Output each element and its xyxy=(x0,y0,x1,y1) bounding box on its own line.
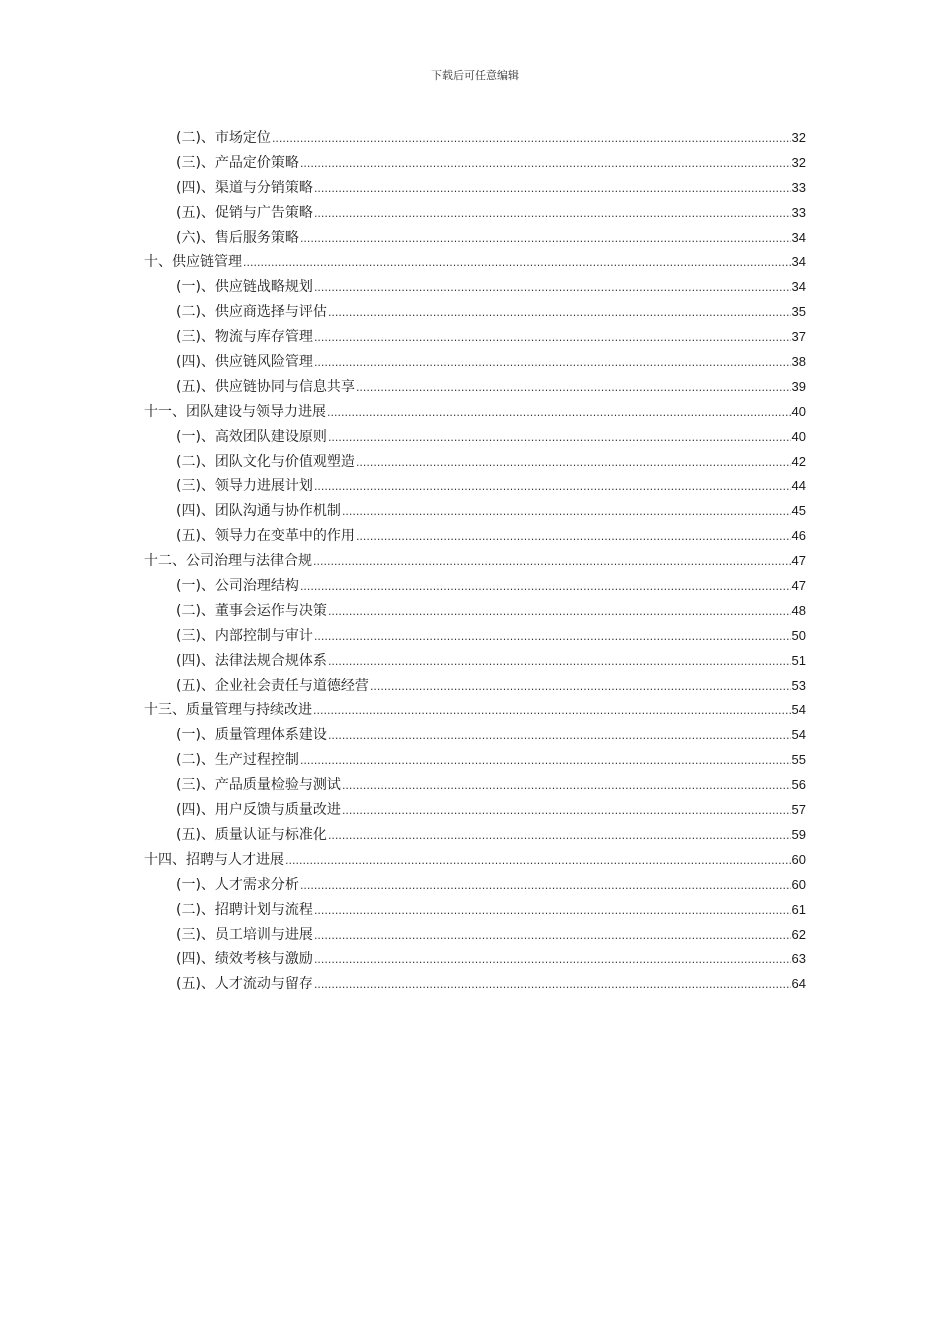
toc-chapter-entry[interactable] xyxy=(144,250,806,275)
toc-section-entry[interactable] xyxy=(144,474,806,499)
toc-entry-label: (五)、企业社会责任与道德经营 xyxy=(176,677,369,694)
toc-leader-dots xyxy=(272,127,791,152)
toc-chapter-entry[interactable] xyxy=(144,848,806,873)
toc-section-entry[interactable] xyxy=(144,275,806,300)
toc-entry-label: 十二、公司治理与法律合规 xyxy=(144,553,312,570)
toc-entry-label: (三)、领导力进展计划 xyxy=(176,478,313,495)
toc-entry-label: (一)、供应链战略规划 xyxy=(176,279,313,296)
toc-page-number: 62 xyxy=(791,926,806,942)
toc-section-entry[interactable] xyxy=(144,599,806,624)
toc-entry-label: (二)、团队文化与价值观塑造 xyxy=(176,453,355,470)
toc-page-number: 47 xyxy=(791,578,806,594)
toc-entry-label: (四)、渠道与分销策略 xyxy=(176,179,313,196)
toc-leader-dots xyxy=(314,948,791,973)
toc-leader-dots xyxy=(314,899,791,924)
toc-entry-label: (四)、团队沟通与协作机制 xyxy=(176,503,341,520)
toc-leader-dots xyxy=(300,152,791,177)
toc-leader-dots xyxy=(328,724,791,749)
toc-leader-dots xyxy=(342,774,791,799)
toc-page-number: 61 xyxy=(791,901,806,917)
toc-entry-label: 十四、招聘与人才进展 xyxy=(144,851,284,868)
toc-leader-dots xyxy=(313,550,791,575)
toc-entry-label: (一)、人才需求分析 xyxy=(176,876,299,893)
toc-leader-dots xyxy=(370,675,791,700)
toc-entry-label: (一)、质量管理体系建设 xyxy=(176,727,327,744)
toc-entry-label: (二)、招聘计划与流程 xyxy=(176,901,313,918)
toc-entry-label: 十一、团队建设与领导力进展 xyxy=(144,403,326,420)
toc-section-entry[interactable] xyxy=(144,723,806,748)
toc-section-entry[interactable] xyxy=(144,176,806,201)
toc-leader-dots xyxy=(342,799,791,824)
toc-page-number: 42 xyxy=(791,453,806,469)
toc-section-entry[interactable] xyxy=(144,201,806,226)
toc-section-entry[interactable] xyxy=(144,151,806,176)
toc-page-number: 35 xyxy=(791,304,806,320)
toc-section-entry[interactable] xyxy=(144,773,806,798)
toc-leader-dots xyxy=(328,301,791,326)
toc-entry-label: (一)、高效团队建设原则 xyxy=(176,428,327,445)
toc-entry-label: (三)、产品质量检验与测试 xyxy=(176,777,341,794)
toc-entry-label: (二)、供应商选择与评估 xyxy=(176,304,327,321)
toc-page-number: 54 xyxy=(791,702,806,718)
toc-section-entry[interactable] xyxy=(144,375,806,400)
toc-entry-label: (一)、公司治理结构 xyxy=(176,578,299,595)
page-header: 下载后可任意编辑 xyxy=(431,69,519,82)
toc-page-number: 59 xyxy=(791,826,806,842)
toc-entry-label: (五)、领导力在变革中的作用 xyxy=(176,528,355,545)
toc-section-entry[interactable] xyxy=(144,674,806,699)
toc-leader-dots xyxy=(327,401,791,426)
toc-section-entry[interactable] xyxy=(144,425,806,450)
toc-section-entry[interactable] xyxy=(144,574,806,599)
toc-page-number: 60 xyxy=(791,876,806,892)
toc-leader-dots xyxy=(285,849,791,874)
toc-entry-label: (二)、生产过程控制 xyxy=(176,752,299,769)
toc-leader-dots xyxy=(314,177,791,202)
toc-page-number: 34 xyxy=(791,279,806,295)
toc-page-number: 63 xyxy=(791,951,806,967)
toc-entry-label: 十三、质量管理与持续改进 xyxy=(144,702,312,719)
toc-page-number: 56 xyxy=(791,777,806,793)
toc-leader-dots xyxy=(328,650,791,675)
toc-leader-dots xyxy=(314,351,791,376)
toc-page-number: 34 xyxy=(791,254,806,270)
toc-section-entry[interactable] xyxy=(144,226,806,251)
toc-section-entry[interactable] xyxy=(144,748,806,773)
toc-entry-label: (三)、物流与库存管理 xyxy=(176,329,313,346)
toc-leader-dots xyxy=(313,699,791,724)
toc-section-entry[interactable] xyxy=(144,649,806,674)
toc-page-number: 45 xyxy=(791,503,806,519)
toc-leader-dots xyxy=(356,525,791,550)
toc-page-number: 54 xyxy=(791,727,806,743)
toc-entry-label: (三)、内部控制与审计 xyxy=(176,627,313,644)
toc-leader-dots xyxy=(314,326,791,351)
toc-leader-dots xyxy=(356,451,791,476)
toc-entry-label: (五)、人才流动与留存 xyxy=(176,976,313,993)
toc-section-entry[interactable] xyxy=(144,450,806,475)
toc-section-entry[interactable] xyxy=(144,972,806,997)
toc-page-number: 40 xyxy=(791,428,806,444)
toc-leader-dots xyxy=(328,600,791,625)
toc-leader-dots xyxy=(356,376,791,401)
toc-entry-label: (二)、董事会运作与决策 xyxy=(176,602,327,619)
toc-entry-label: (四)、供应链风险管理 xyxy=(176,354,313,371)
toc-page-number: 44 xyxy=(791,478,806,494)
toc-leader-dots xyxy=(314,973,791,998)
toc-page-number: 32 xyxy=(791,130,806,145)
toc-entry-label: (五)、质量认证与标准化 xyxy=(176,826,327,843)
toc-leader-dots xyxy=(314,276,791,301)
toc-page-number: 60 xyxy=(791,851,806,867)
toc-page-number: 51 xyxy=(791,652,806,668)
toc-leader-dots xyxy=(314,924,791,949)
toc-page-number: 32 xyxy=(791,154,806,170)
toc-entry-label: (三)、员工培训与进展 xyxy=(176,926,313,943)
toc-page-number: 34 xyxy=(791,229,806,245)
toc-page-number: 64 xyxy=(791,976,806,992)
toc-entry-label: (四)、用户反馈与质量改进 xyxy=(176,802,341,819)
toc-leader-dots xyxy=(314,202,791,227)
toc-chapter-entry[interactable] xyxy=(144,549,806,574)
toc-entry-label: (二)、市场定位 xyxy=(176,130,271,146)
toc-page-number: 46 xyxy=(791,528,806,544)
toc-entry-label: (六)、售后服务策略 xyxy=(176,229,299,246)
toc-page-number: 33 xyxy=(791,204,806,220)
toc-page-number: 53 xyxy=(791,677,806,693)
toc-leader-dots xyxy=(342,500,791,525)
toc-entry-label: (四)、绩效考核与激励 xyxy=(176,951,313,968)
toc-page-number: 57 xyxy=(791,802,806,818)
toc-section-entry[interactable] xyxy=(144,499,806,524)
toc-page-number: 40 xyxy=(791,403,806,419)
toc-entry-label: (五)、供应链协同与信息共享 xyxy=(176,378,355,395)
toc-page-number: 47 xyxy=(791,553,806,569)
toc-leader-dots xyxy=(314,475,791,500)
toc-leader-dots xyxy=(328,426,791,451)
toc-entry-label: (四)、法律法规合规体系 xyxy=(176,652,327,669)
toc-page-number: 48 xyxy=(791,602,806,618)
toc-section-entry[interactable] xyxy=(144,300,806,325)
toc-section-entry[interactable] xyxy=(144,325,806,350)
toc-leader-dots xyxy=(243,251,791,276)
toc-section-entry[interactable] xyxy=(144,947,806,972)
toc-section-entry[interactable] xyxy=(144,524,806,549)
toc-chapter-entry[interactable] xyxy=(144,698,806,723)
toc-page-number: 39 xyxy=(791,378,806,394)
toc-section-entry[interactable] xyxy=(144,898,806,923)
toc-section-entry[interactable] xyxy=(144,798,806,823)
toc-leader-dots xyxy=(300,227,791,252)
toc-section-entry[interactable] xyxy=(144,350,806,375)
toc-leader-dots xyxy=(300,749,791,774)
toc-leader-dots xyxy=(300,575,791,600)
toc-page-number: 50 xyxy=(791,627,806,643)
toc-section-entry[interactable] xyxy=(144,126,806,151)
toc-chapter-entry[interactable] xyxy=(144,400,806,425)
toc-page-number: 33 xyxy=(791,179,806,195)
toc-leader-dots xyxy=(300,874,791,899)
table-of-contents xyxy=(144,126,806,997)
toc-page-number: 37 xyxy=(791,329,806,345)
toc-page-number: 55 xyxy=(791,752,806,768)
toc-entry-label: (五)、促销与广告策略 xyxy=(176,204,313,221)
toc-leader-dots xyxy=(328,824,791,849)
toc-section-entry[interactable] xyxy=(144,873,806,898)
toc-entry-label: 十、供应链管理 xyxy=(144,254,242,271)
toc-section-entry[interactable] xyxy=(144,923,806,948)
toc-section-entry[interactable] xyxy=(144,624,806,649)
toc-section-entry[interactable] xyxy=(144,823,806,848)
toc-page-number: 38 xyxy=(791,354,806,370)
toc-entry-label: (三)、产品定价策略 xyxy=(176,154,299,171)
toc-leader-dots xyxy=(314,625,791,650)
